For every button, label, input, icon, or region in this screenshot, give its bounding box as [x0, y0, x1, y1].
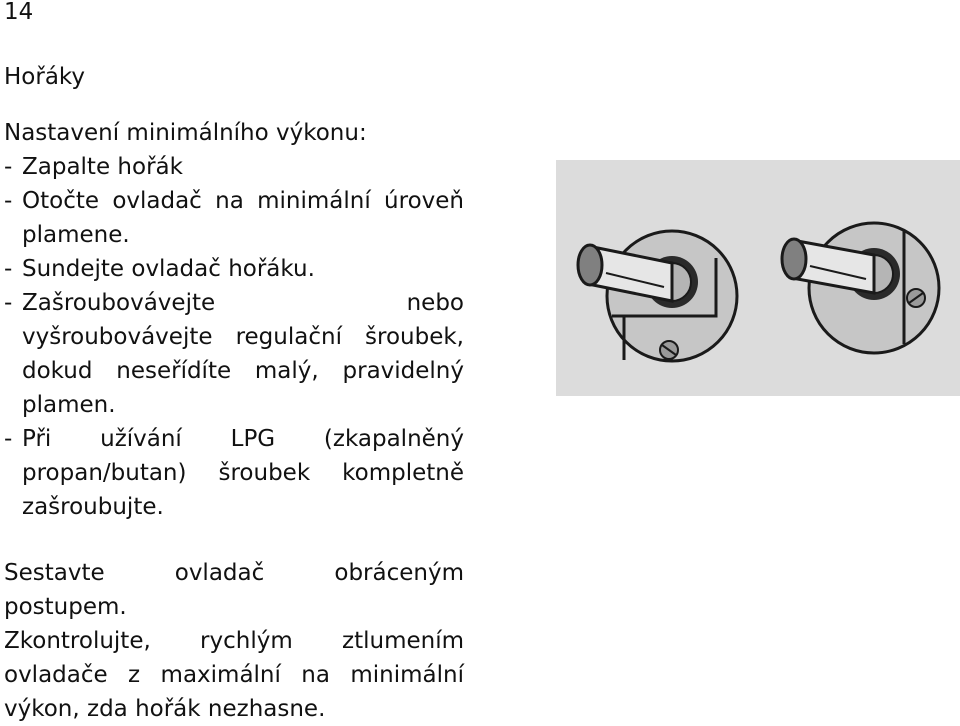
step-text: Při užívání LPG (zkapalněný propan/butan) šroubek kompletně zašroubujte. [22, 426, 464, 520]
list-item: - Zapalte hořák [4, 154, 183, 180]
step-text: Sundejte ovladač hořáku. [22, 256, 315, 282]
list-item: - Při užívání LPG (zkapalněný propan/butan) šroubek kompletně zašroubujte. [4, 426, 464, 520]
list-item: - Sundejte ovladač hořáku. [4, 256, 315, 282]
burner-valve-adjustment-illustration [556, 160, 960, 396]
burner-valve-illustration-svg [556, 160, 960, 396]
instructions-block [4, 116, 464, 524]
section-title: Hořáky [4, 64, 86, 90]
step-text: Otočte ovladač na minimální úroveň plamene. [22, 188, 464, 248]
step-text: Zašroubovávejte nebo vyšroubovávejte regulační šroubek, dokud neseřídíte malý, pravidelný plamen. [22, 290, 464, 418]
left-shaft-tip [578, 245, 602, 285]
steps-list [4, 150, 464, 524]
closing-paragraph: Sestavte ovladač obráceným postupem. [4, 560, 464, 620]
closing-paragraph: Zkontrolujte, rychlým ztlumením ovladače z maximální na minimální výkon, zda hořák nezhasne. [4, 628, 464, 722]
page-number: 14 [4, 0, 34, 25]
closing-block [4, 556, 464, 726]
instructions-lead: Nastavení minimálního výkonu: [4, 120, 367, 146]
right-shaft-tip [782, 239, 806, 279]
list-item: - Otočte ovladač na minimální úroveň plamene. [4, 188, 464, 248]
step-text: Zapalte hořák [22, 154, 183, 180]
list-item: - Zašroubovávejte nebo vyšroubovávejte regulační šroubek, dokud neseřídíte malý, pravidelný plamen. [4, 290, 464, 418]
